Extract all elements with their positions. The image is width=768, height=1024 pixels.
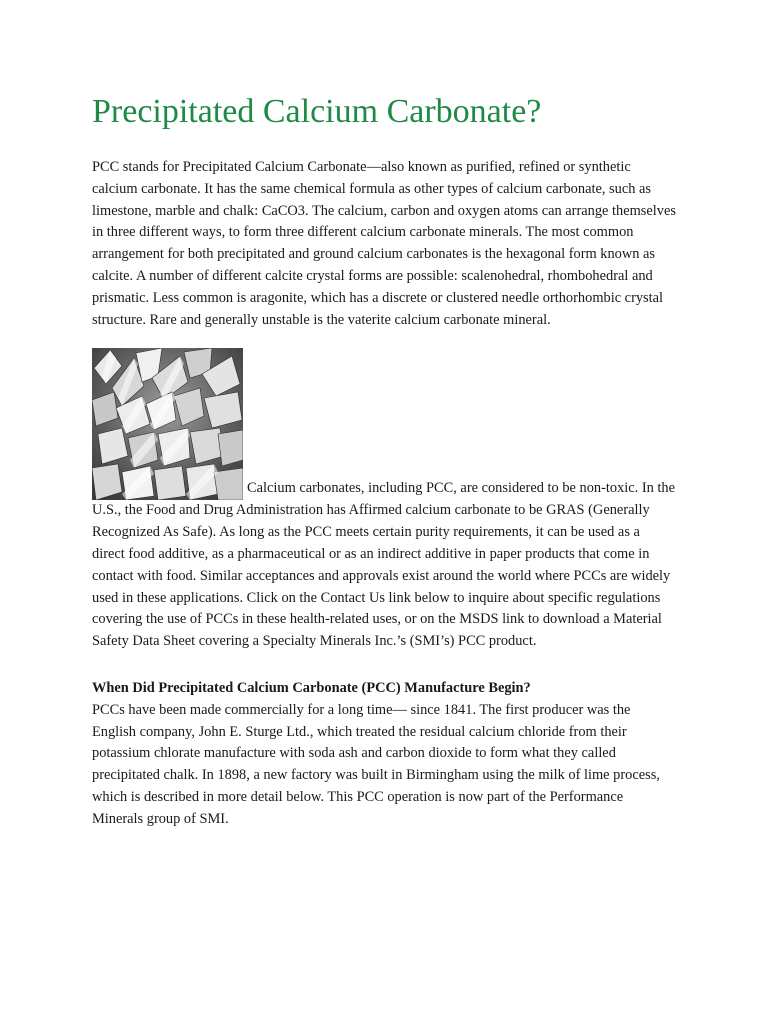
section-heading: When Did Precipitated Calcium Carbonate (PCC) Manufacture Begin? xyxy=(92,679,531,696)
figure-paragraph xyxy=(92,348,676,653)
safety-paragraph: Calcium carbonates, including PCC, are considered to be non-toxic. In the U.S., the Food and Drug Administration has Affirmed calcium carbonate to be GRAS (Generally Recognized As Safe). As long as the PCC meets certain purity requirements, it can be used as a direct food additive, as a pharmaceutical or as an indirect additive in paper products that come in contact with food. Similar acceptances and approvals exist around the world where PCCs are widely used in these applications. Click on the Contact Us link below to inquire about specific regulations covering the use of PCCs in these health-related uses, or on the MSDS link to download a Material Safety Data Sheet covering a Specialty Minerals Inc.’s (SMI’s) PCC product. xyxy=(92,480,676,650)
history-paragraph: PCCs have been made commercially for a long time— since 1841. The first producer was the English company, John E. Sturge Ltd., which treated the residual calcium chloride from their potassium chlorate manufacture with soda ash and carbon dioxide to form what they called precipitated chalk. In 1898, a new factory was built in Birmingham using the milk of lime process, which is described in more detail below. This PCC operation is now part of the Performance Minerals group of SMI. xyxy=(92,701,660,827)
intro-paragraph: PCC stands for Precipitated Calcium Carbonate—also known as purified, refined or synthetic calcium carbonate. It has the same chemical formula as other types of calcium carbonate, such as limestone, marble and chalk: CaCO3. The calcium, carbon and oxygen atoms can arrange themselves in three different ways, to form three different calcium carbonate minerals. The most common arrangement for both precipitated and ground calcium carbonates is the hexagonal form known as calcite. A number of different calcite crystal forms are possible: scalenohedral, rhombohedral and prismatic. Less common is aragonite, which has a discrete or clustered needle orthorhombic crystal structure. Rare and generally unstable is the vaterite calcium carbonate mineral. xyxy=(92,159,676,328)
crystal-micrograph-image xyxy=(92,348,243,500)
page-title: Precipitated Calcium Carbonate? xyxy=(92,93,542,130)
